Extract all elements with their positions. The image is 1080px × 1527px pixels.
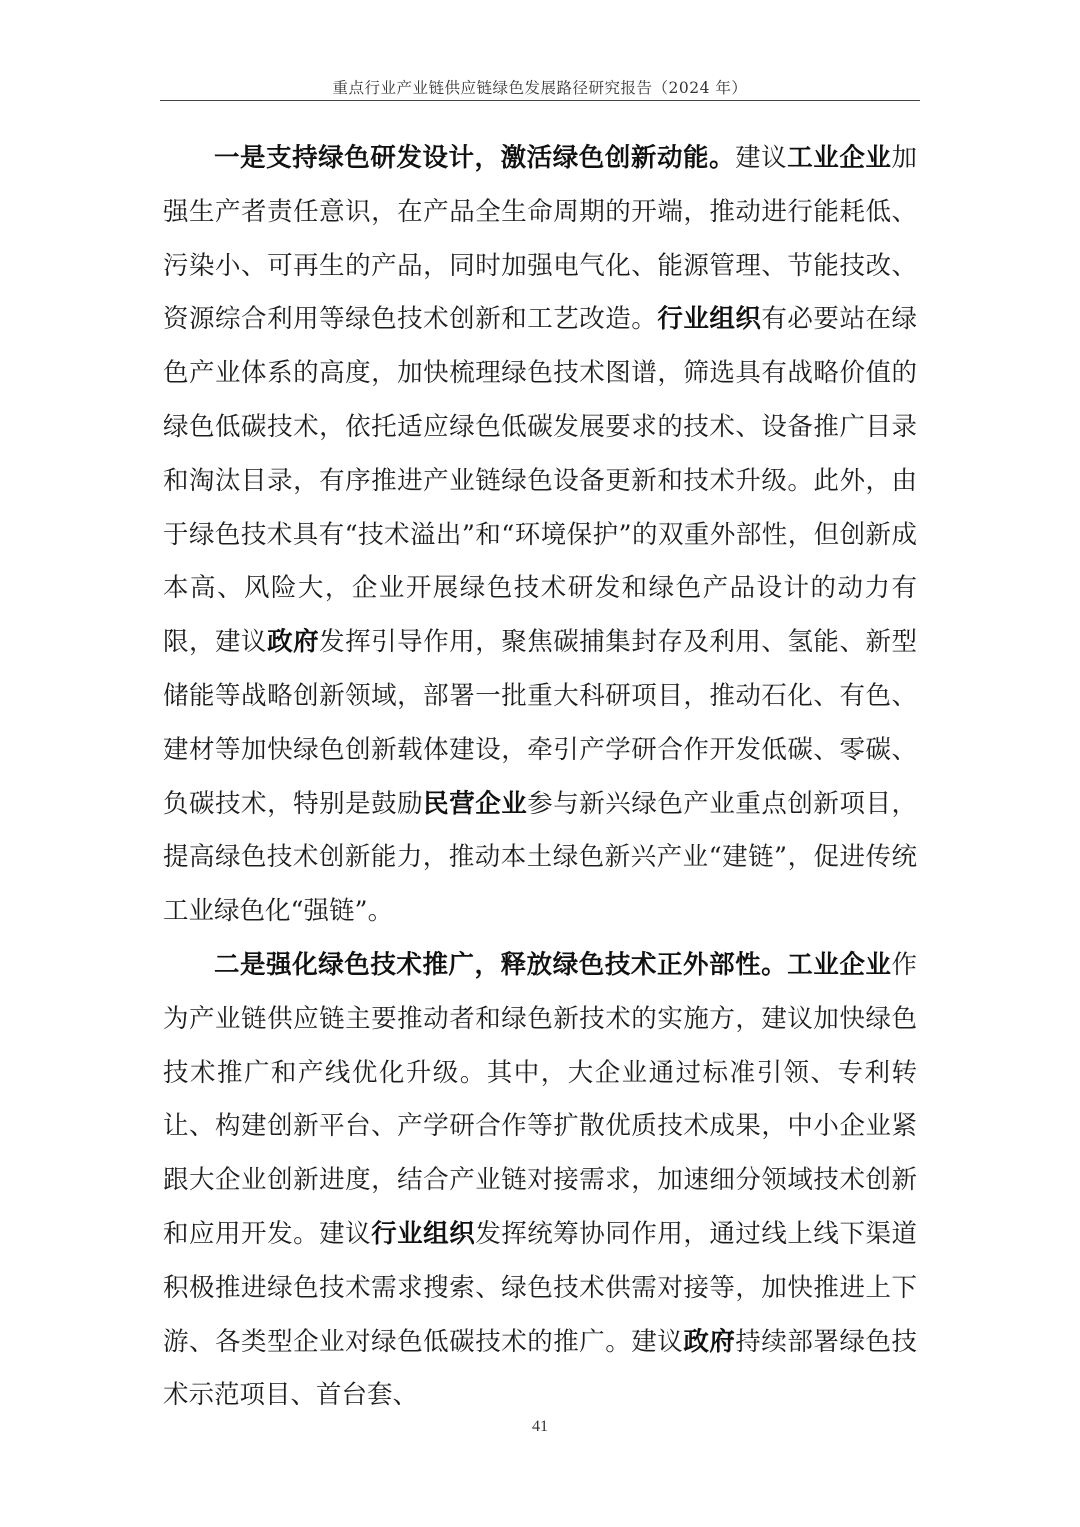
emphasis-term: 工业企业 <box>787 949 892 980</box>
text-run: 发挥引导作用，聚焦碳捕集封存及利用、氢能、新型储能等战略创新领域，部署一批重大科研项目，推动石化、有色、建材等加快绿色创新载体建设，牵引产学研合作开发低碳、零碳、负碳技术，特别是鼓励 <box>163 627 917 819</box>
emphasis-term: 政府 <box>267 627 320 658</box>
page-number: 41 <box>532 1418 548 1435</box>
paragraph-heading: 二是强化绿色技术推广，释放绿色技术正外部性。 <box>214 949 788 980</box>
emphasis-term: 政府 <box>683 1326 736 1357</box>
running-header: 重点行业产业链供应链绿色发展路径研究报告（2024 年） <box>332 79 748 97</box>
text-run: 持续部署绿色技术示范项目、首台套、 <box>163 1326 917 1411</box>
body-text <box>163 132 917 1423</box>
paragraph-heading: 一是支持绿色研发设计，激活绿色创新动能。 <box>214 143 736 173</box>
emphasis-term: 行业组织 <box>371 1218 476 1249</box>
header-rule <box>160 100 920 101</box>
text-run: 作为产业链供应链主要推动者和绿色新技术的实施方，建议加快绿色技术推广和产线优化升级。其中，大企业通过标准引领、专利转让、构建创新平台、产学研合作等扩散优质技术成果，中小企业紧跟大企业创新进度，结合产业链对接需求，加速细分领域技术创新和应用开发。建议 <box>163 949 917 1249</box>
paragraph-2 <box>163 939 917 1423</box>
text-run: 有必要站在绿色产业体系的高度，加快梳理绿色技术图谱，筛选具有战略价值的绿色低碳技术，依托适应绿色低碳发展要求的技术、设备推广目录和淘汰目录，有序推进产业链绿色设备更新和技术升级。此外，由于绿色技术具有“技术溢出”和“环境保护”的双重外部性，但创新成本高、风险大，企业开展绿色技术研发和绿色产品设计的动力有限，建议 <box>163 304 917 658</box>
text-run: 发挥统筹协同作用，通过线上线下渠道积极推进绿色技术需求搜索、绿色技术供需对接等，加快推进上下游、各类型企业对绿色低碳技术的推广。建议 <box>163 1218 917 1357</box>
emphasis-term: 工业企业 <box>787 143 892 173</box>
paragraph-1 <box>163 132 917 939</box>
text-run: 加强生产者责任意识，在产品全生命周期的开端，推动进行能耗低、污染小、可再生的产品，同时加强电气化、能源管理、节能技改、资源综合利用等绿色技术创新和工艺改造。 <box>163 143 917 335</box>
text-run: 建议 <box>735 143 788 173</box>
emphasis-term: 民营企业 <box>423 788 528 819</box>
emphasis-term: 行业组织 <box>657 304 762 335</box>
text-run: 参与新兴绿色产业重点创新项目，提高绿色技术创新能力，推动本土绿色新兴产业“建链”，促进传统工业绿色化“强链”。 <box>163 788 917 927</box>
